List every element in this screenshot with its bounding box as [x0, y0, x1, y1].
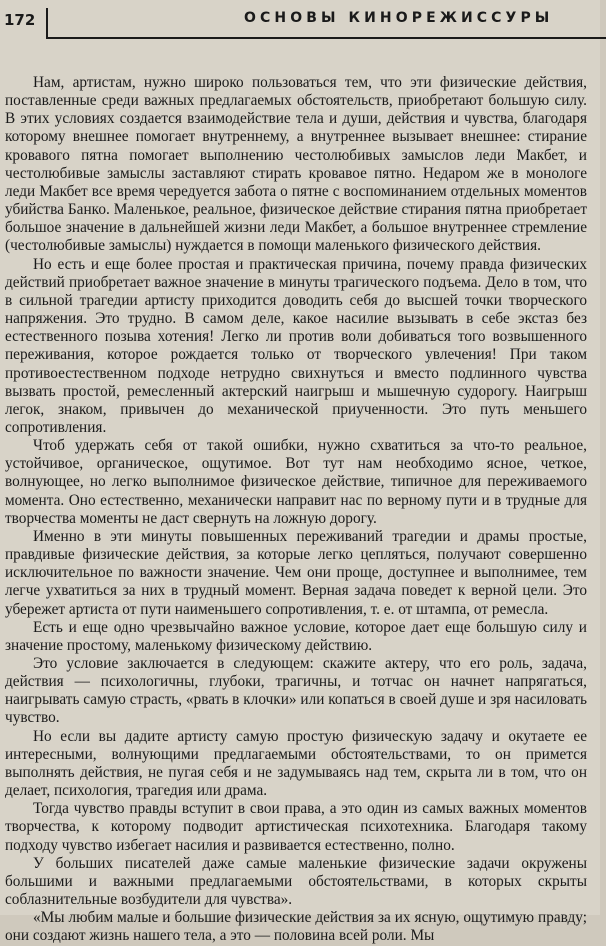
body-text — [5, 74, 587, 946]
paragraph: Это условие заключается в следующем: скажите актеру, что его роль, задача, действия — психологичны, глубоки, трагичны, и тотчас он начнет напрягаться, наигрывать самую страсть, «рвать в клочки» или копаться в своей душе и зря насиловать чувство. — [5, 655, 587, 727]
paragraph: Но если вы дадите артисту самую простую физическую задачу и окутаете ее интересными, волнующими предлагаемыми обстоятельствами, то он примется выполнять действия, не пугая себя и не задумываясь над тем, скрыта ли в том, что он делает, психология, трагедия или драма. — [5, 727, 587, 800]
running-title: ОСНОВЫ КИНОРЕЖИССУРЫ — [244, 10, 554, 26]
paragraph: Нам, артистам, нужно широко пользоваться тем, что эти физические действия, поставленные среди важных предлагаемых обстоятельств, приобретают большую силу. В этих условиях создается взаимодействие тела и души, действия и чувства, благодаря которому внешнее помогает внутреннему, а внутреннее вызывает внешнее: стирание кровавого пятна помогает выполнению честолюбивых замыслов леди Макбет, и честолюбивые замыслы заставляют стирать кровавое пятно. Недаром же в монологе леди Макбет все время чередуется забота о пятне с воспоминанием отдельных моментов убийства Банко. Маленькое, реальное, физическое действие стирания пятна приобретает большое значение в дальнейшей жизни леди Макбет, а большое внутреннее стремление (честолюбивые замыслы) нуждается в помощи маленького физического действия. — [5, 74, 587, 255]
paragraph: Именно в эти минуты повышенных переживаний трагедии и драмы простые, правдивые физические действия, за которые легко цепляться, получают совершенно исключительное по важности значение. Чем они проще, доступнее и выполнимее, тем легче ухватиться за них в трудный момент. Верная задача поведет к верной цели. Это убережет артиста от пути наименьшего сопротивления, т. е. от штампа, от ремесла. — [5, 527, 587, 618]
running-head — [0, 8, 600, 38]
paragraph: Есть и еще одно чрезвычайно важное условие, которое дает еще большую силу и значение простому, маленькому физическому действию. — [5, 618, 587, 654]
header-vertical-rule — [46, 8, 48, 38]
paragraph: У больших писателей даже самые маленькие физические задачи окружены большими и важными предлагаемыми обстоятельствами, в которых скрыты соблазнительные возбудители для чувства». — [5, 854, 587, 909]
paragraph: Но есть и еще более простая и практическая причина, почему правда физических действий приобретает важное значение в минуты трагического подъема. Дело в том, что в сильной трагедии артисту приходится доводить себя до высшей точки творческого напряжения. Это трудно. В самом деле, какое насилие вызывать в себе экстаз без естественного позыва хотения! Легко ли против воли добиваться того возвышенного переживания, которое рождается только от творческого увлечения! При таком противоестественном подходе нетрудно свихнуться и вместо подлинного чувства вызвать простой, ремесленный актерский наигрыш и мышечную судорогу. Наигрыш легок, знаком, привычен до механической приученности. Это путь меньшего сопротивления. — [5, 255, 587, 436]
paragraph: Тогда чувство правды вступит в свои права, а это один из самых важных моментов творчества, к которому подводит артистическая психотехника. Благодаря такому подходу чувство избегает насилия и развивается естественно, полно. — [5, 800, 587, 854]
header-horizontal-rule — [46, 37, 606, 39]
page-number: 172 — [4, 11, 36, 29]
paragraph: Чтоб удержать себя от такой ошибки, нужно схватиться за что-то реальное, устойчивое, органическое, ощутимое. Вот тут нам необходимо ясное, четкое, волнующее, но легко выполнимое физическое действие, типичное для переживаемого момента. Оно естественно, механически направит нас по верному пути и в трудные для творчества моменты не даст свернуть на ложную дорогу. — [5, 437, 587, 527]
paragraph: «Мы любим малые и большие физические действия за их ясную, ощутимую правду; они создают жизнь нашего тела, а это — половина всей роли. Мы — [5, 909, 587, 945]
